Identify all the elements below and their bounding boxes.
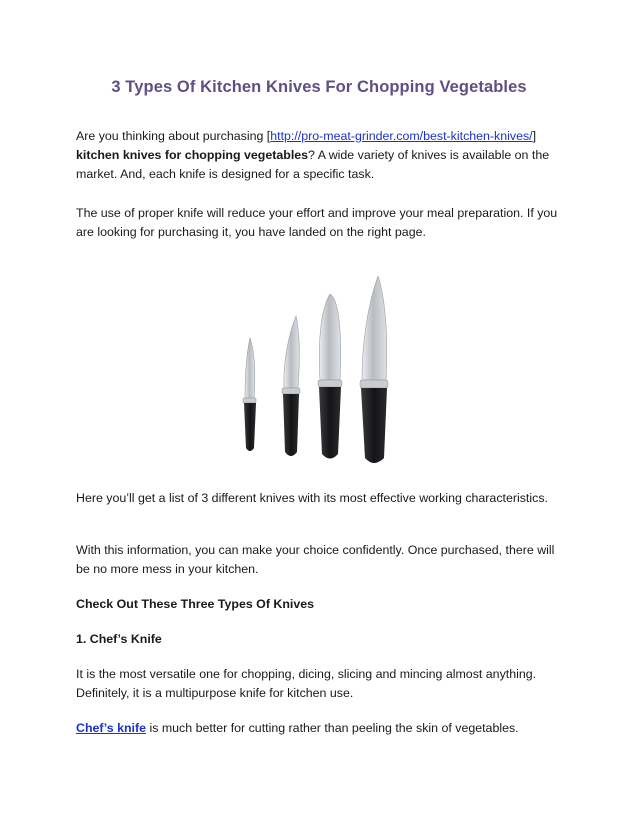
knives-image (228, 270, 398, 475)
page-title: 3 Types Of Kitchen Knives For Chopping Vegetables (111, 78, 527, 96)
utility-knife (282, 316, 300, 456)
paragraph-chef-knife-text: is much better for cutting rather than peeling the skin of vegetables. (146, 721, 519, 735)
paragraph-effort: The use of proper knife will reduce your effort and improve your meal preparation. If you are looking for purchasing it, you have landed on the right page. (76, 206, 558, 239)
knives-illustration (228, 270, 398, 470)
source-url-link[interactable]: http://pro-meat-grinder.com/best-kitchen-knives/ (270, 129, 533, 143)
knife-heading-chefs: 1. Chef’s Knife (76, 632, 162, 646)
paragraph-versatile: It is the most versatile one for chopping, dicing, slicing and mincing almost anything. Definitely, it is a multipurpose knife for kitchen use. (76, 667, 537, 700)
paragraph-chef-knife (76, 719, 576, 738)
paring-knife (243, 338, 256, 451)
section-heading: Check Out These Three Types Of Knives (76, 597, 315, 611)
intro-keyword: kitchen knives for chopping vegetables (76, 148, 309, 162)
intro-text-start: Are you thinking about purchasing [ (76, 129, 271, 143)
paragraph-confidence: With this information, you can make your choice confidently. Once purchased, there will be no more mess in your kitchen. (76, 543, 555, 576)
intro-paragraph (76, 127, 566, 184)
chef-knife (360, 276, 388, 463)
chefs-knife-link[interactable]: Chef’s knife (76, 721, 146, 735)
santoku-knife (318, 294, 342, 459)
intro-text-end: ? A wide variety of knives is available on the market. And, each knife is designed for a specific task. (76, 148, 550, 181)
paragraph-list-intro: Here you’ll get a list of 3 different knives with its most effective working characteristics. (76, 491, 548, 505)
intro-text-bracket: ] (532, 129, 537, 143)
